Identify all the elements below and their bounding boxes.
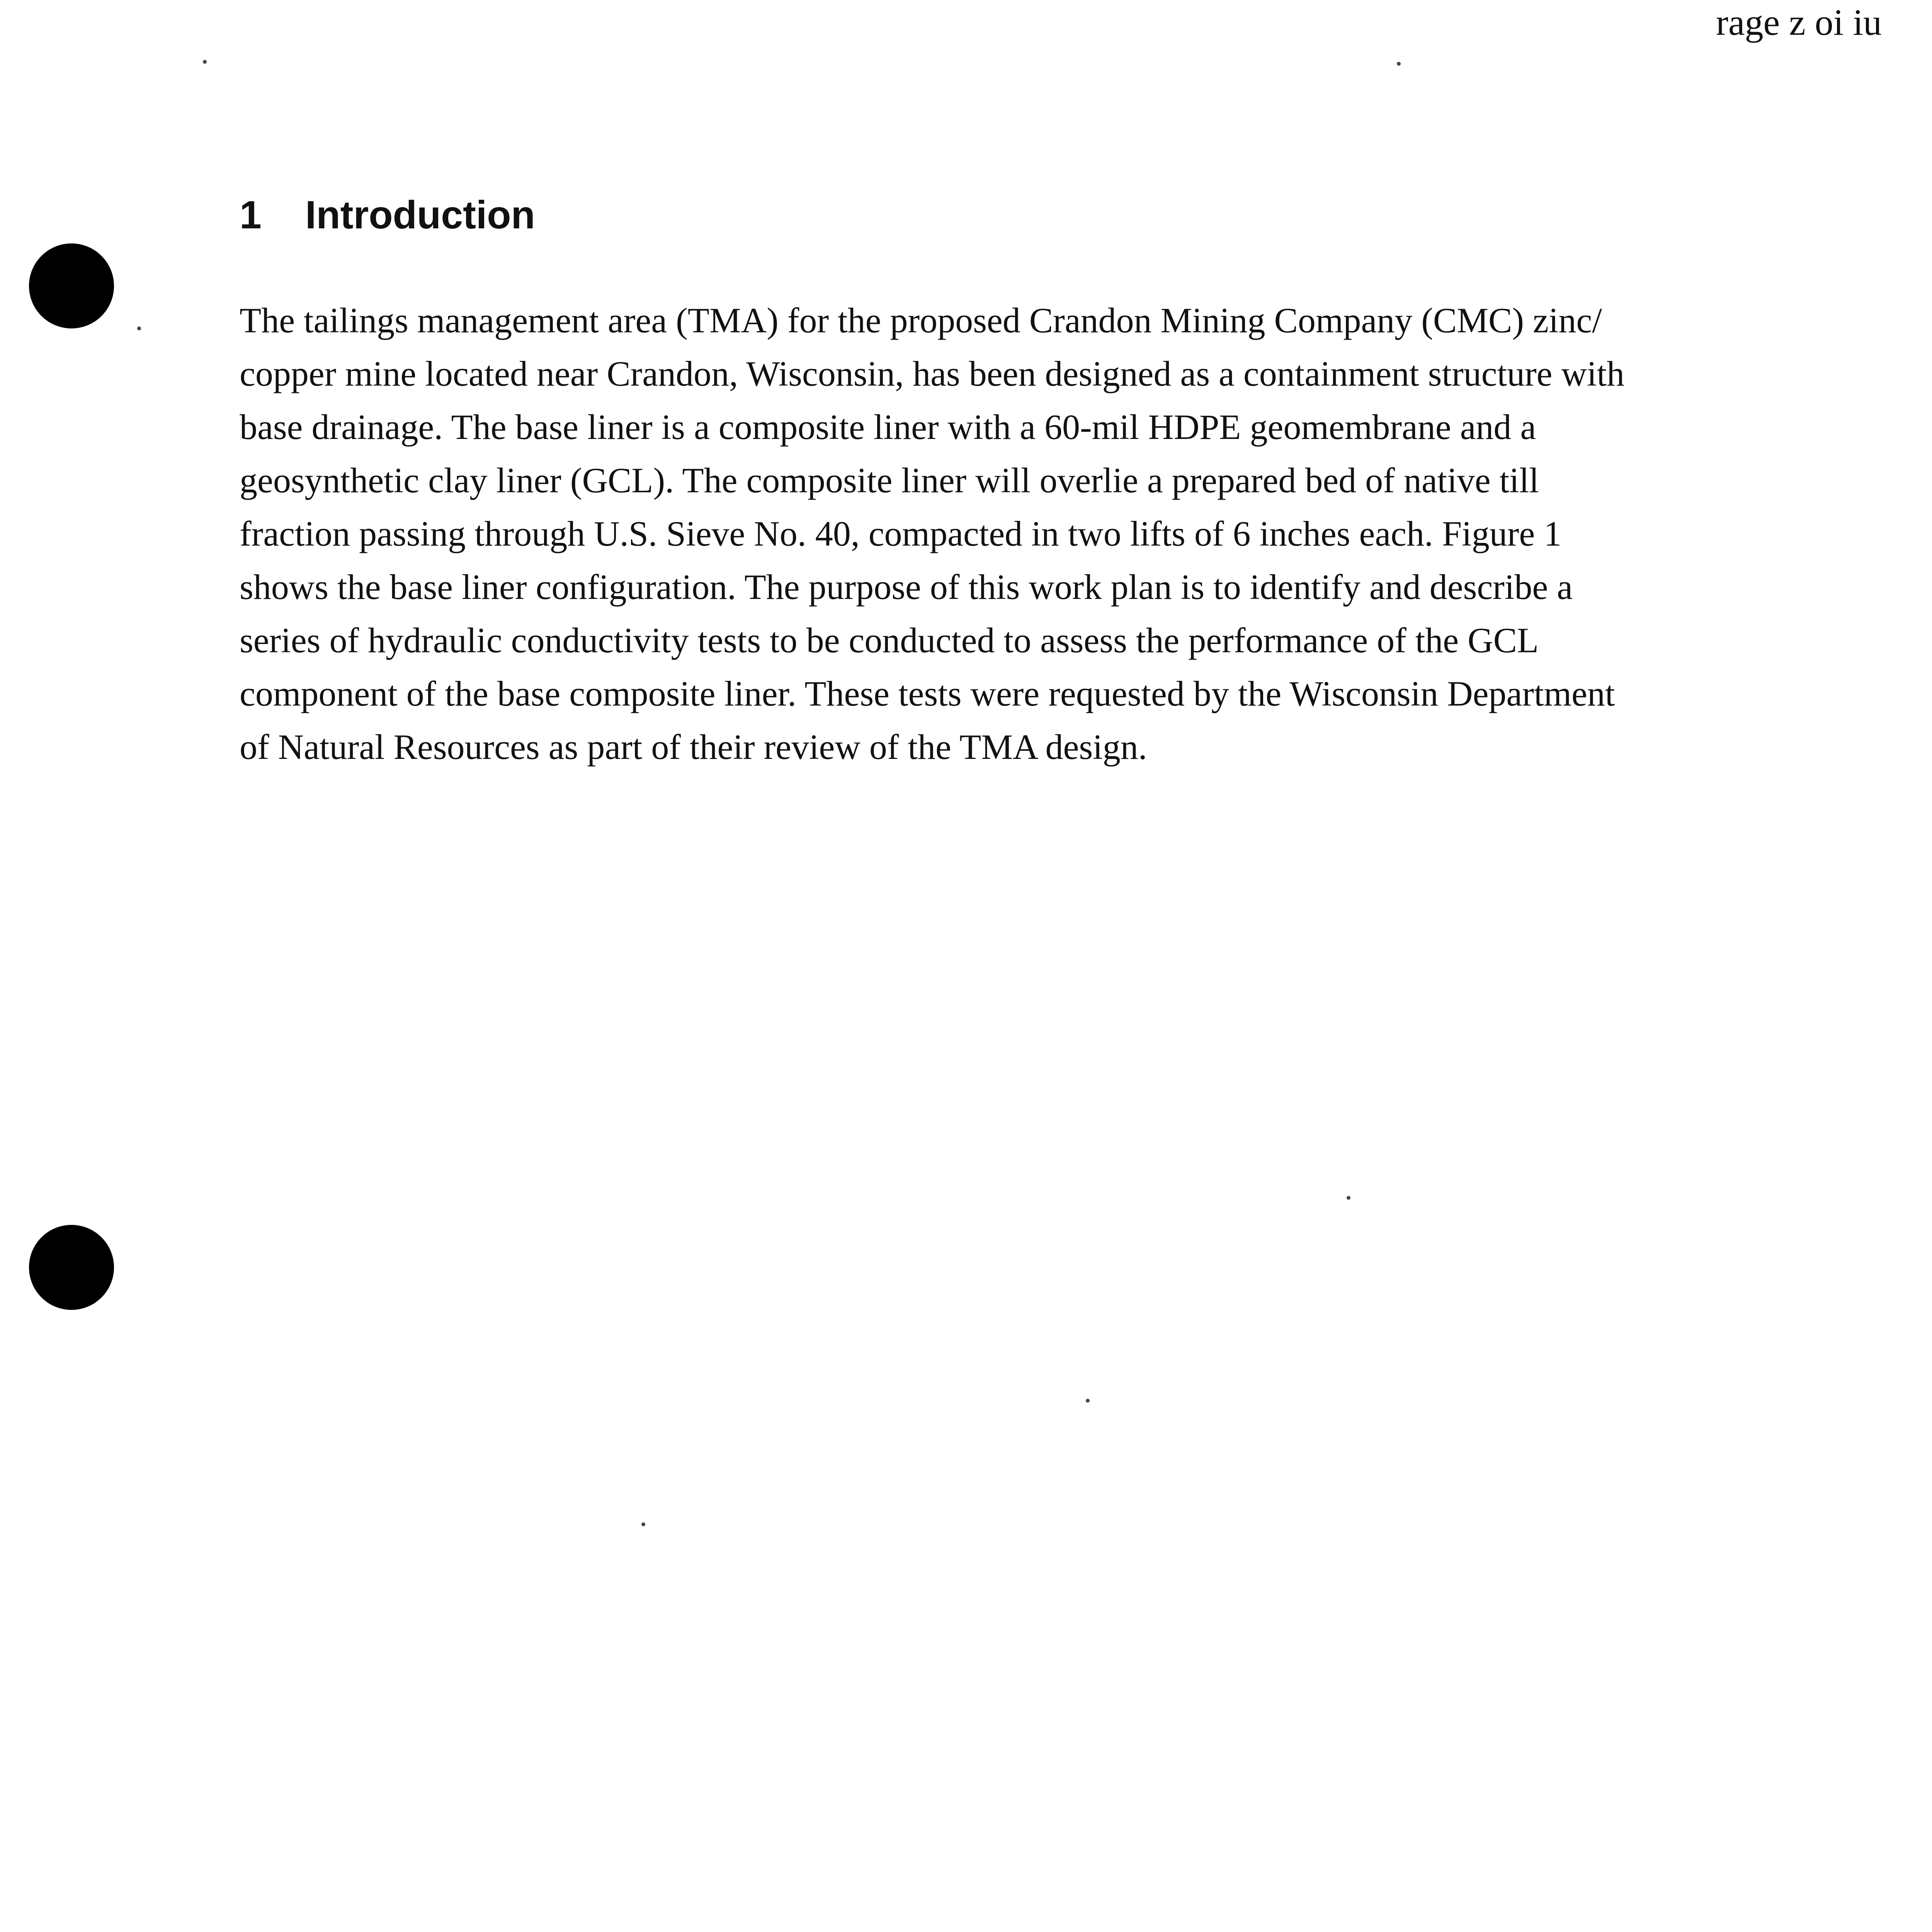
paragraph-line: geosynthetic clay liner (GCL). The composite liner will overlie a prepared bed of native till: [240, 461, 1539, 500]
paragraph-line: The tailings management area (TMA) for the proposed Crandon Mining Company (CMC) zinc/: [240, 301, 1602, 340]
section-number: 1: [240, 193, 262, 237]
paragraph-line: fraction passing through U.S. Sieve No. 40, compacted in two lifts of 6 inches each. Figure 1: [240, 514, 1562, 553]
scan-speck: [1397, 62, 1401, 66]
section-heading: [240, 195, 535, 235]
paragraph-line: of Natural Resources as part of their review of the TMA design.: [240, 727, 1147, 767]
scan-speck: [1086, 1399, 1090, 1403]
binder-hole-middle: [29, 1225, 114, 1310]
paragraph-line: base drainage. The base liner is a composite liner with a 60-mil HDPE geomembrane and a: [240, 407, 1536, 447]
binder-hole-top: [29, 243, 114, 328]
scan-speck: [641, 1522, 645, 1526]
scan-speck: [1347, 1196, 1350, 1200]
page-number: rage z oi iu: [1716, 2, 1882, 43]
paragraph-line: series of hydraulic conductivity tests to be conducted to assess the performance of the GCL: [240, 621, 1539, 660]
paragraph-line: copper mine located near Crandon, Wisconsin, has been designed as a containment structure with: [240, 354, 1625, 393]
introduction-paragraph: [240, 294, 1785, 774]
section-title: Introduction: [305, 193, 535, 237]
paragraph-line: shows the base liner configuration. The purpose of this work plan is to identify and describe a: [240, 567, 1573, 607]
scan-speck: [137, 327, 141, 330]
paragraph-line: component of the base composite liner. These tests were requested by the Wisconsin Department: [240, 674, 1615, 713]
scan-speck: [203, 60, 207, 64]
